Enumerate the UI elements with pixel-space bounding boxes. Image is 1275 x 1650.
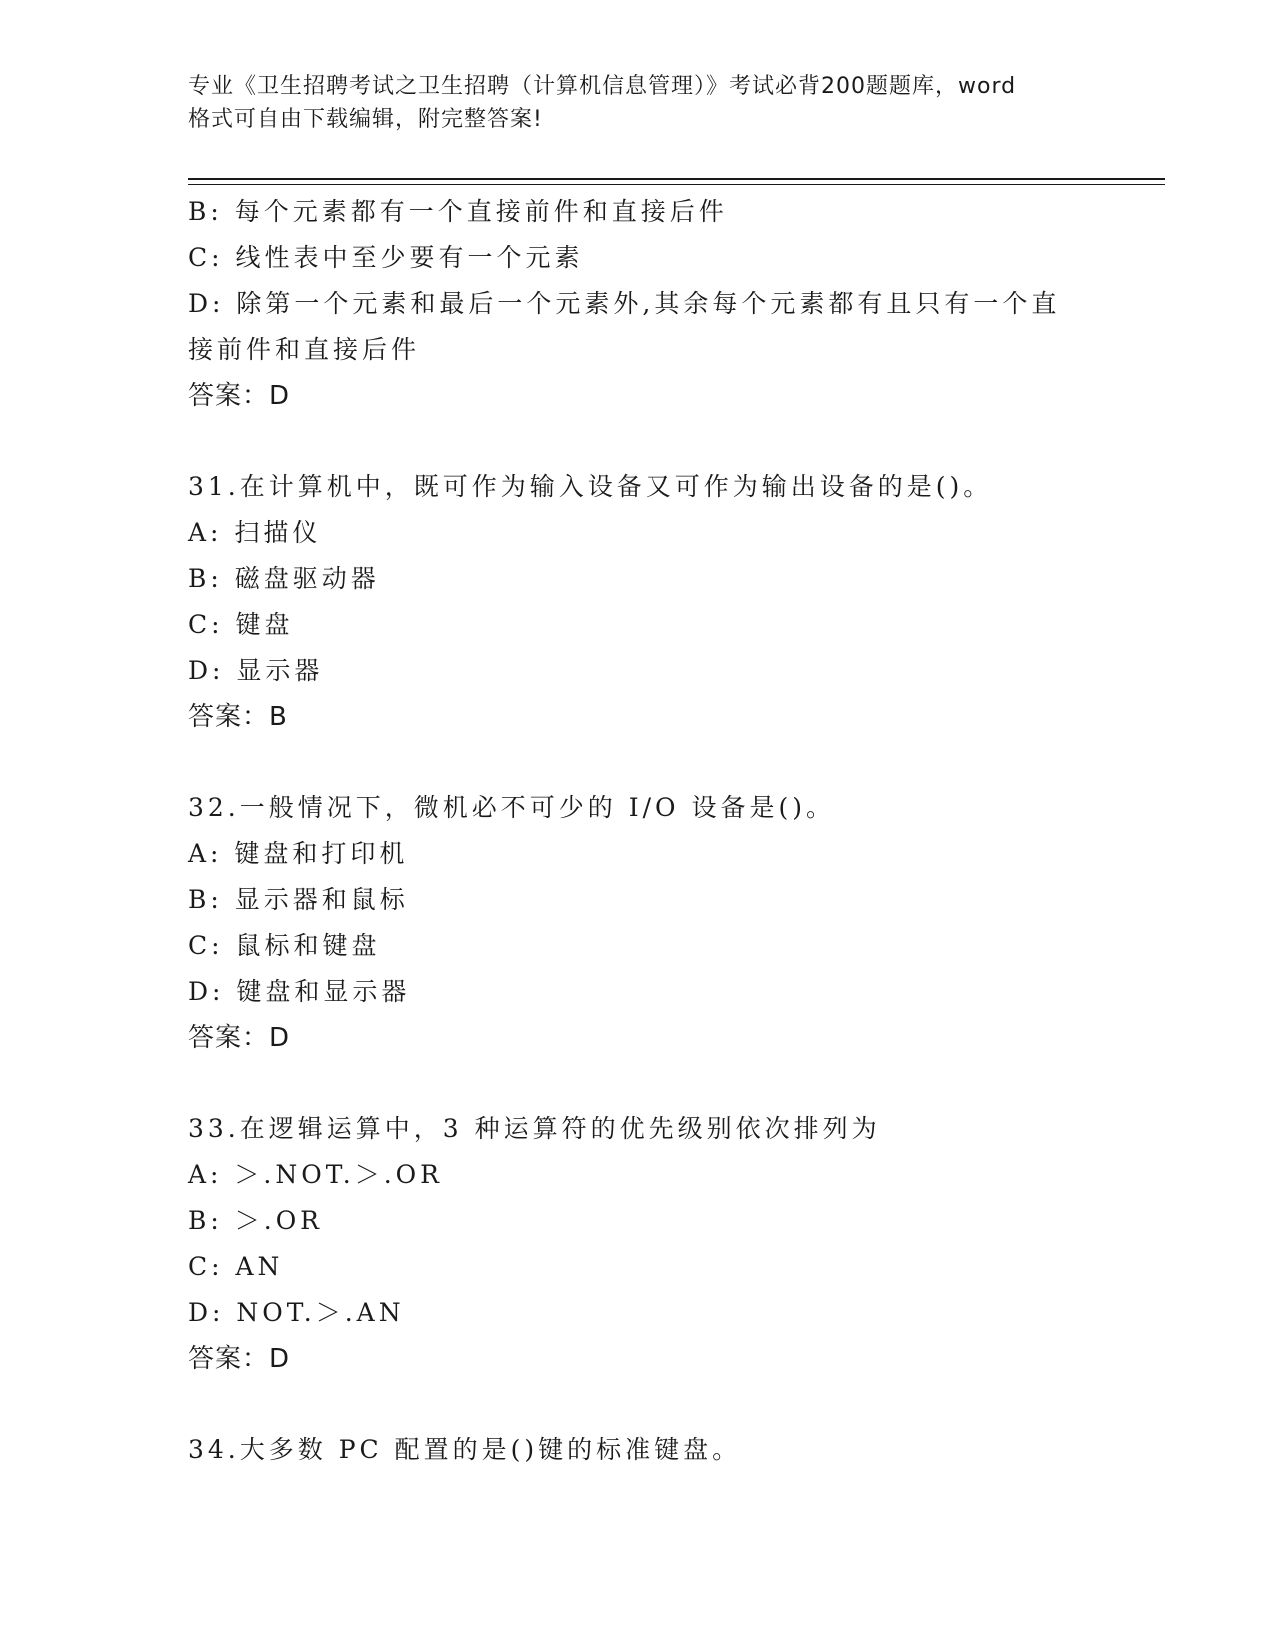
- option-b: B: 磁盘驱动器: [188, 564, 380, 593]
- option-a: A: ＞.NOT.＞.OR: [188, 1160, 443, 1189]
- option-d: D: 显示器: [188, 656, 324, 685]
- question-block-31: [188, 464, 1088, 740]
- question-stem: 32.一般情况下，微机必不可少的 I/O 设备是()。: [188, 793, 835, 822]
- question-block-30: [188, 189, 1088, 419]
- option-c: C: 键盘: [188, 610, 294, 639]
- document-header: [188, 70, 1088, 136]
- answer-line: 答案：D: [188, 381, 291, 411]
- option-c: C: 鼠标和键盘: [188, 931, 381, 960]
- header-divider-top: [188, 178, 1165, 180]
- question-list: [188, 189, 1088, 1473]
- option-b: B: ＞.OR: [188, 1206, 324, 1235]
- option-d-continued: 接前件和直接后件: [188, 335, 421, 364]
- option-d: D: NOT.＞.AN: [188, 1298, 405, 1327]
- question-stem: 31.在计算机中，既可作为输入设备又可作为输出设备的是()。: [188, 472, 993, 501]
- question-block-33: [188, 1106, 1088, 1382]
- question-stem: 33.在逻辑运算中，3 种运算符的优先级别依次排列为: [188, 1114, 881, 1143]
- option-c: C: 线性表中至少要有一个元素: [188, 243, 584, 272]
- option-b: B: 每个元素都有一个直接前件和直接后件: [188, 197, 728, 226]
- option-b: B: 显示器和鼠标: [188, 885, 409, 914]
- option-c: C: AN: [188, 1252, 284, 1281]
- option-a: A: 键盘和打印机: [188, 839, 409, 868]
- option-d: D: 键盘和显示器: [188, 977, 411, 1006]
- question-stem: 34.大多数 PC 配置的是()键的标准键盘。: [188, 1435, 742, 1464]
- question-block-32: [188, 785, 1088, 1061]
- answer-line: 答案：B: [188, 702, 288, 732]
- answer-line: 答案：D: [188, 1023, 291, 1053]
- header-line-2: 格式可自由下载编辑，附完整答案!: [188, 107, 543, 132]
- question-block-34: [188, 1427, 1088, 1473]
- answer-line: 答案：D: [188, 1344, 291, 1374]
- option-a: A: 扫描仪: [188, 518, 322, 547]
- option-d: D: 除第一个元素和最后一个元素外,其余每个元素都有且只有一个直: [188, 289, 1061, 318]
- header-divider-bottom: [188, 184, 1165, 185]
- header-line-1: 专业《卫生招聘考试之卫生招聘（计算机信息管理）》考试必背200题题库，word: [188, 74, 1017, 99]
